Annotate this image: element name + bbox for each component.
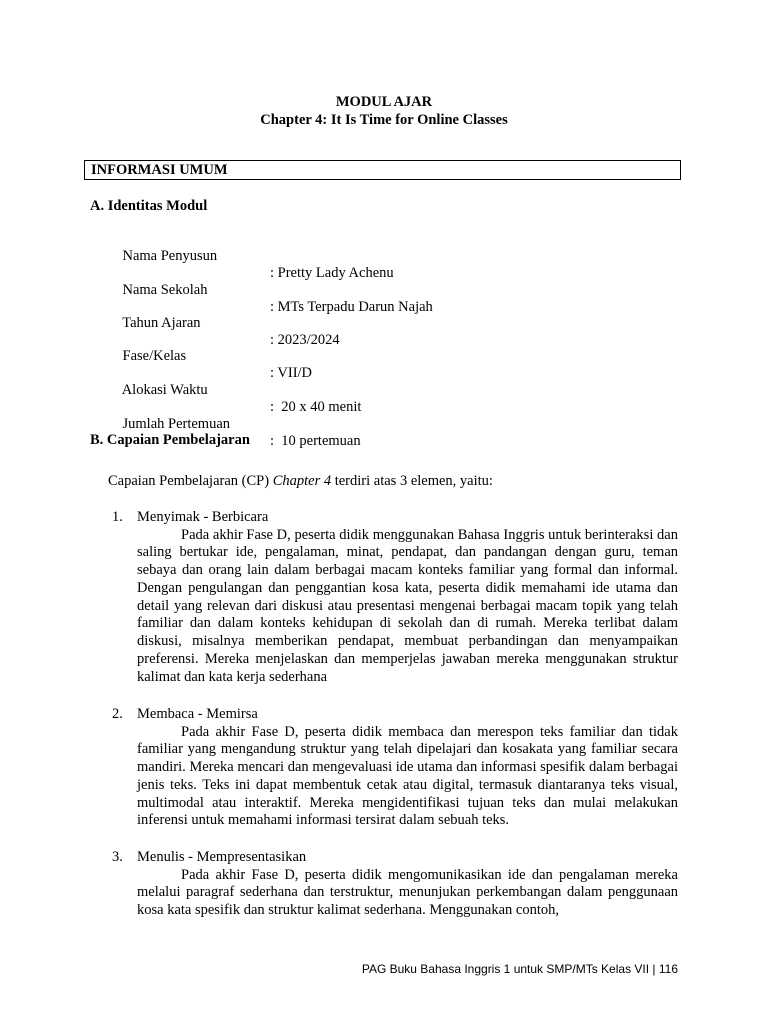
identitas-label: Nama Penyusun bbox=[122, 248, 218, 264]
cp-intro-prefix: Capaian Pembelajaran (CP) bbox=[108, 473, 273, 489]
identitas-value: : 10 pertemuan bbox=[270, 433, 361, 449]
identitas-value: : 20 x 40 menit bbox=[270, 399, 362, 415]
section-heading-identitas: A. Identitas Modul bbox=[90, 198, 208, 214]
cp-element-text: Pada akhir Fase D, peserta didik mengomunikasikan ide dan pengalaman mereka melalui paragraf sederhana dan terstruktur, menunjukan perkembangan dalam penggunaan kosa kata spesifik dan struktur kalimat sederhana. Menggunakan contoh, bbox=[137, 866, 678, 919]
identitas-value: : MTs Terpadu Darun Najah bbox=[270, 299, 433, 315]
cp-intro-italic: Chapter 4 bbox=[272, 473, 332, 489]
identitas-value: : Pretty Lady Achenu bbox=[270, 265, 394, 281]
identitas-label: Tahun Ajaran bbox=[122, 315, 201, 331]
cp-element-text: Pada akhir Fase D, peserta didik menggunakan Bahasa Inggris untuk berinteraksi dan saling bertukar ide, pengalaman, minat, pendapat, dan pandangan dengan guru, teman sebaya dan orang lain dalam berbagai macam konteks familiar yang formal dan informal. Dengan pengulangan dan penggantian kosa kata, peserta didik memahami ide utama dan detail yang relevan dari diskusi atau presentasi mengenai berbagai macam topik yang telah familiar dan dalam konteks kehidupan di sekolah dan di rumah. Mereka terlibat dalam diskusi, misalnya memberikan pendapat, membuat perbandingan dan menyampaikan preferensi. Mereka menjelaskan dan memperjelas jawaban mereka menggunakan struktur kalimat dan kata kerja sederhana bbox=[137, 526, 678, 685]
cp-element-number: 1. bbox=[112, 509, 123, 525]
page-footer: PAG Buku Bahasa Inggris 1 untuk SMP/MTs Kelas VII | 116 bbox=[361, 962, 678, 976]
cp-intro-suffix: terdiri atas 3 elemen, yaitu: bbox=[331, 473, 493, 489]
section-heading-capaian: B. Capaian Pembelajaran bbox=[90, 432, 250, 448]
identitas-label: Jumlah Pertemuan bbox=[122, 416, 231, 432]
cp-element-name: Membaca - Memirsa bbox=[137, 706, 258, 722]
identitas-label: Nama Sekolah bbox=[122, 282, 208, 298]
cp-element-name: Menulis - Mempresentasikan bbox=[137, 849, 307, 865]
identitas-value: : VII/D bbox=[270, 365, 313, 381]
cp-element-number: 2. bbox=[112, 706, 123, 722]
identitas-value: : 2023/2024 bbox=[270, 332, 340, 348]
cp-element-text: Pada akhir Fase D, peserta didik membaca dan merespon teks familiar dan tidak familiar yang mengandung struktur yang telah dipelajari dan kosakata yang familiar secara mandiri. Mereka mencari dan mengevaluasi ide utama dan informasi spesifik dalam berbagai jenis teks. Teks ini dapat membentuk cetak atau digital, termasuk diantaranya teks visual, multimodal atau interaktif. Mereka mengidentifikasi tujuan teks dan mulai melakukan inferensi untuk memahami informasi tersirat dalam sebuah teks. bbox=[137, 723, 678, 829]
identitas-label: Fase/Kelas bbox=[122, 348, 187, 364]
cp-intro bbox=[108, 473, 493, 490]
cp-element-number: 3. bbox=[112, 849, 123, 865]
document-subtitle: Chapter 4: It Is Time for Online Classes bbox=[260, 112, 508, 128]
identitas-label: Alokasi Waktu bbox=[121, 382, 208, 398]
cp-element-name: Menyimak - Berbicara bbox=[137, 509, 269, 525]
section-box-informasi-umum: INFORMASI UMUM bbox=[84, 160, 681, 180]
document-title: MODUL AJAR bbox=[335, 94, 433, 110]
